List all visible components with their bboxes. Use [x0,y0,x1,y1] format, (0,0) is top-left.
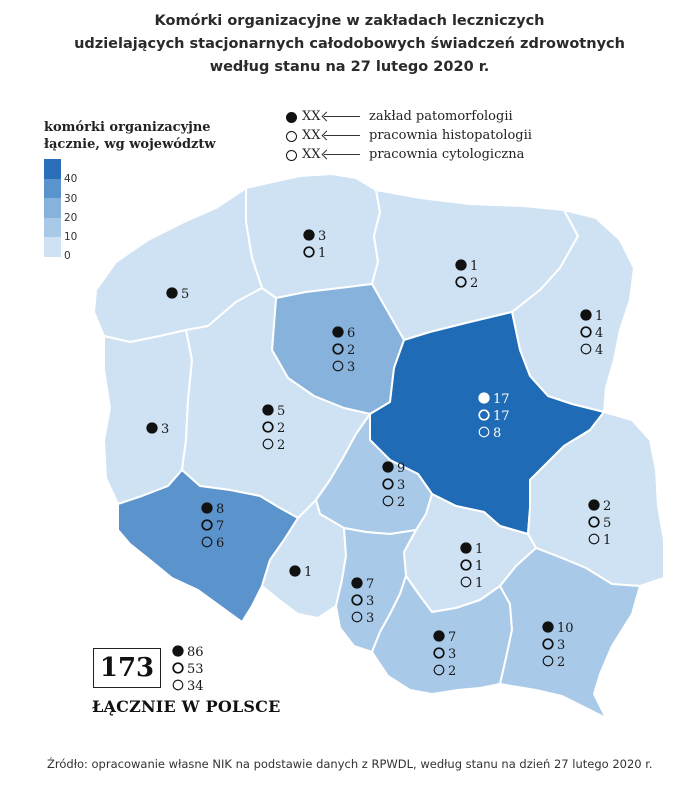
region-value: 9 [397,461,406,476]
scale-label: 30 [64,193,78,205]
filled-circle-icon [147,423,157,433]
region-value: 2 [277,421,286,436]
filled-circle-icon [461,543,471,553]
region-value: 10 [557,621,574,636]
total-count: 173 [99,653,155,683]
region-value: 3 [397,478,406,493]
total-count-box [93,648,161,688]
filled-circle-icon [202,503,212,513]
filled-circle-icon [479,393,489,403]
region-value: 3 [161,422,170,437]
region-value: 2 [448,664,457,679]
region-value: 7 [448,630,457,645]
region-value: 2 [603,499,612,514]
filled-circle-icon [263,405,273,415]
symbol-legend-label: pracownia cytologiczna [369,147,525,162]
region-value: 1 [475,542,484,557]
region-value: 2 [397,495,406,510]
region-value: 3 [318,229,327,244]
source-note: Źródło: opracowanie własne NIK na podstawie danych z RPWDL, według stanu na dzień 27 lutego 2020 r. [47,757,653,771]
region-value: 8 [216,502,225,517]
region-value: 5 [181,287,190,302]
region-value: 8 [493,426,502,441]
scale-label: 10 [64,231,78,243]
region-value: 1 [318,246,327,261]
region-value: 3 [366,611,375,626]
region-value: 6 [347,326,356,341]
region-value: 5 [277,404,286,419]
filled-circle-icon [167,288,177,298]
region-value: 1 [595,309,604,324]
filled-circle-icon [589,500,599,510]
total-breakdown-value: 53 [187,662,204,677]
region-value: 7 [366,577,375,592]
title-line-3: według stanu na 27 lutego 2020 r. [209,59,490,75]
scale-label: 0 [64,250,71,262]
region-value: 3 [366,594,375,609]
symbol-legend-label: zakład patomorfologii [369,109,513,124]
region-value: 17 [493,409,510,424]
scale-label: 20 [64,212,78,224]
region-value: 2 [470,276,479,291]
region-value: 17 [493,392,510,407]
region-value: 1 [603,533,612,548]
filled-circle-icon [581,310,591,320]
filled-circle-icon [333,327,343,337]
region-value: 4 [595,326,604,341]
region-value: 5 [603,516,612,531]
symbol-legend-placeholder: XX [302,128,321,143]
scale-label: 40 [64,173,78,185]
region-value: 7 [216,519,225,534]
total-breakdown-value: 34 [187,679,204,694]
symbol-legend-placeholder: XX [302,109,321,124]
title-line-2: udzielających stacjonarnych całodobowych świadczeń zdrowotnych [74,36,625,52]
region-value: 1 [475,559,484,574]
filled-circle-icon [304,230,314,240]
symbol-legend-placeholder: XX [302,147,321,162]
region-value: 2 [277,438,286,453]
scale-legend-title-line-2: łącznie, wg województw [44,137,216,152]
total-breakdown-value: 86 [187,645,204,660]
region-value: 2 [347,343,356,358]
filled-circle-icon [543,622,553,632]
region-value: 1 [475,576,484,591]
region-value: 2 [557,655,566,670]
region-value: 6 [216,536,225,551]
region-value: 1 [470,259,479,274]
total-caption: ŁĄCZNIE W POLSCE [92,697,281,716]
filled-circle-icon [383,462,393,472]
filled-circle-icon [290,566,300,576]
filled-circle-icon [456,260,466,270]
region-value: 4 [595,343,604,358]
filled-circle-icon [434,631,444,641]
title-line-1: Komórki organizacyjne w zakładach leczniczych [154,13,545,29]
region-value: 1 [304,565,313,580]
symbol-legend-label: pracownia histopatologii [369,128,532,143]
region-value: 3 [557,638,566,653]
filled-circle-icon [352,578,362,588]
region-value: 3 [448,647,457,662]
scale-legend-title-line-1: komórki organizacyjne [44,120,211,135]
region-value: 3 [347,360,356,375]
